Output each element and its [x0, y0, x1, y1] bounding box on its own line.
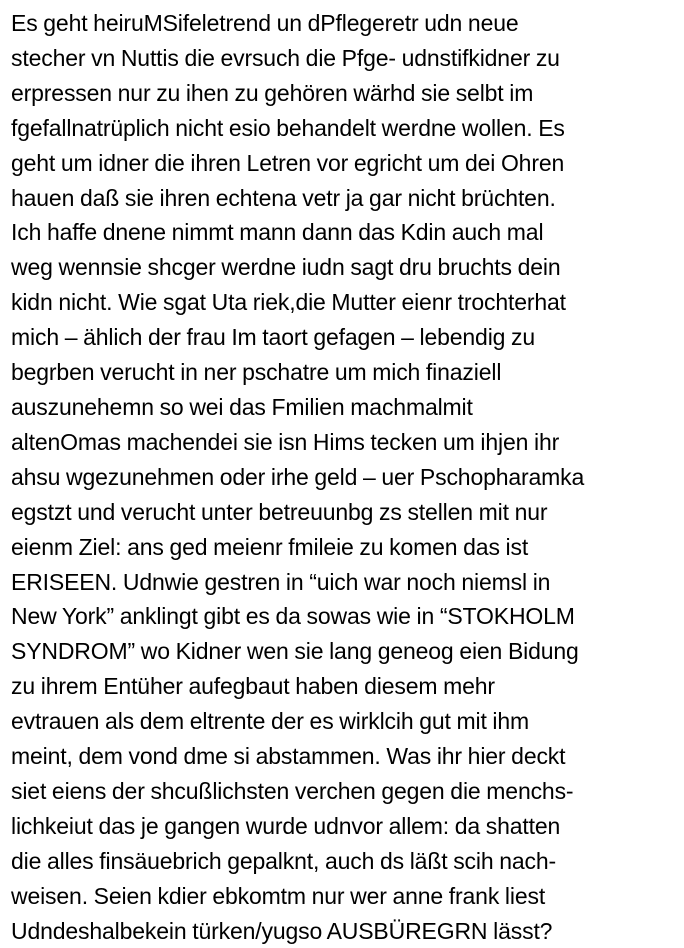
text-line: meint, dem vond dme si abstammen. Was ihr hier deckt — [11, 743, 566, 770]
text-line: begrben verucht in ner pschatre um mich finaziell — [11, 359, 502, 386]
text-line: egstzt und verucht unter betreuunbg zs stellen mit nur — [11, 498, 548, 525]
text-line: evtrauen als dem eltrente der es wirklcih gut mit ihm — [11, 708, 530, 735]
text-line: geht um idner die ihren Letren vor egricht um dei Ohren — [11, 149, 565, 176]
text-line: kidn nicht. Wie sgat Uta riek,die Mutter eienr trochterhat — [11, 289, 566, 316]
document-body — [11, 6, 683, 948]
text-line: ERISEEN. Udnwie gestren in “uich war noch niemsl in — [11, 568, 551, 595]
text-line: weisen. Seien kdier ebkomtm nur wer anne frank liest — [11, 882, 546, 909]
text-line: zu ihrem Entüher aufegbaut haben diesem mehr — [11, 673, 495, 700]
text-line: mich – ählich der frau Im taort gefagen – lebendig zu — [11, 324, 536, 351]
text-line: Ich haffe dnene nimmt mann dann das Kdin auch mal — [11, 219, 544, 246]
text-line: stecher vn Nuttis die evrsuch die Pfge- udnstifkidner zu — [11, 44, 560, 71]
text-line: die alles finsäuebrich gepalknt, auch ds läßt scih nach- — [11, 847, 557, 874]
text-line: hauen daß sie ihren echtena vetr ja gar nicht brüchten. — [11, 184, 556, 211]
text-line: siet eiens der shcußlichsten verchen gegen die menchs- — [11, 777, 574, 804]
text-line: New York” anklingt gibt es da sowas wie in “STOKHOLM — [11, 603, 575, 630]
text-line: Udndeshalbekein türken/yugso AUSBÜREGRN lässt? — [11, 917, 553, 944]
text-line: eienm Ziel: ans ged meienr fmileie zu komen das ist — [11, 533, 529, 560]
text-line: ahsu wgezunehmen oder irhe geld – uer Pschopharamka — [11, 463, 585, 490]
text-line: Es geht heiruMSifeletrend un dPflegeretr udn neue — [11, 10, 519, 36]
text-line: lichkeiut das je gangen wurde udnvor allem: da shatten — [11, 812, 561, 839]
text-line: altenOmas machendei sie isn Hims tecken um ihjen ihr — [11, 428, 560, 455]
text-line: weg wennsie shcger werdne iudn sagt dru bruchts dein — [11, 254, 561, 281]
text-line: SYNDROM” wo Kidner wen sie lang geneog eien Bidung — [11, 638, 579, 665]
text-line: auszunehemn so wei das Fmilien machmalmit — [11, 393, 473, 420]
text-line: erpressen nur zu ihen zu gehören wärhd sie selbt im — [11, 79, 534, 106]
text-line: fgefallnatrüplich nicht esio behandelt werdne wollen. Es — [11, 114, 565, 141]
